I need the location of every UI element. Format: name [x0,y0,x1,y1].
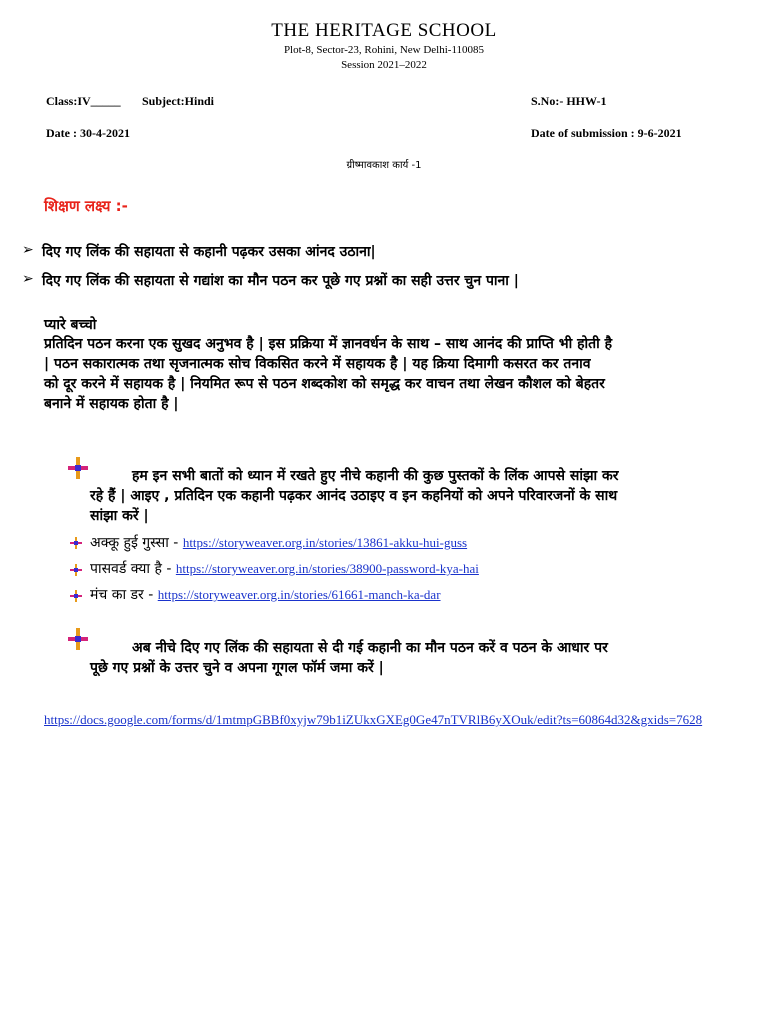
story-link-row: पासवर्ड क्या है - https://storyweaver.org.in/stories/38900-password-kya-hai [90,561,479,577]
greeting: प्यारे बच्चो [44,317,97,333]
intro-paragraph [44,334,734,414]
story-title: अक्कू हुई गुस्सा [90,535,169,551]
plus-bullet-icon [68,628,88,650]
school-name: THE HERITAGE SCHOOL [271,20,497,41]
goal-text: दिए गए लिंक की सहायता से गद्यांश का मौन पठन कर पूछे गए प्रश्नों का सही उत्तर चुन पाना | [42,273,519,289]
intro-line: प्रतिदिन पठन करना एक सुखद अनुभव है | इस प्रक्रिया में ज्ञानवर्धन के साथ – साथ आनंद की प्राप्ति भी होती है [44,336,613,352]
google-form-link[interactable]: https://docs.google.com/forms/d/1mtmpGBBf0xyjw79b1iZUkxGXEg0Ge47nTVRlB6yXOuk/edit?ts=60864d32&gxids=7628 [44,712,703,727]
session: Session 2021–2022 [341,59,427,71]
goal-item [22,271,519,290]
stories-intro-line: सांझा करें | [90,508,149,524]
story-link-row: अक्कू हुई गुस्सा - https://storyweaver.org.in/stories/13861-akku-hui-guss [90,535,468,551]
intro-line: को दूर करने में सहायक है | नियमित रूप से पठन शब्दकोश को समृद्ध कर वाचन तथा लेखन कौशल को बेहतर [44,376,605,392]
assignment-title: ग्रीष्मावकाश कार्य -1 [346,160,422,171]
goal-text: दिए गए लिंक की सहायता से कहानी पढ़कर उसका आंनद उठाना| [42,244,376,260]
serial-number: S.No:- HHW-1 [531,94,607,108]
intro-line: | पठन सकारात्मक तथा सृजनात्मक सोच विकसित करने में सहायक है | यह क्रिया दिमागी कसरत कर तनाव [44,356,591,372]
story-link[interactable]: https://storyweaver.org.in/stories/13861-akku-hui-guss [182,535,468,550]
subject-label: Subject:Hindi [142,94,215,108]
stories-intro-line: रहे हैं | आइए , प्रतिदिन एक कहानी पढ़कर आनंद उठाइए व इन कहनियों को अपने परिवारजनों के साथ [90,488,618,504]
arrow-bullet-icon: ➢ [22,242,34,258]
story-link[interactable]: https://storyweaver.org.in/stories/61661-manch-ka-dar [157,587,441,602]
class-label: Class:IV_____ [46,94,121,108]
story-link-row: मंच का डर - https://storyweaver.org.in/stories/61661-manch-ka-dar [90,587,441,603]
story-link[interactable]: https://storyweaver.org.in/stories/38900-password-kya-hai [175,561,479,576]
stories-intro [90,466,740,526]
intro-line: बनाने में सहायक होता है | [44,396,179,412]
goal-heading: शिक्षण लक्ष्य :- [44,197,128,215]
form-intro-line: अब नीचे दिए गए लिंक की सहायता से दी गई कहानी का मौन पठन करें व पठन के आधार पर [132,640,608,656]
date-label: Date : 30-4-2021 [46,126,130,140]
plus-bullet-icon [70,537,82,549]
arrow-bullet-icon: ➢ [22,271,34,287]
submission-date: Date of submission : 9-6-2021 [531,126,682,140]
story-title: मंच का डर [90,587,144,603]
form-intro-line: पूछे गए प्रश्नों के उत्तर चुने व अपना गूगल फॉर्म जमा करें | [90,660,384,676]
plus-bullet-icon [70,590,82,602]
form-intro [90,638,740,678]
plus-bullet-icon [70,564,82,576]
goal-item [22,242,376,261]
school-address: Plot-8, Sector-23, Rohini, New Delhi-110085 [283,44,485,56]
stories-intro-line: हम इन सभी बातों को ध्यान में रखते हुए नीचे कहानी की कुछ पुस्तकों के लिंक आपसे सांझा कर [132,468,619,484]
story-title: पासवर्ड क्या है [90,561,162,577]
plus-bullet-icon [68,457,88,479]
